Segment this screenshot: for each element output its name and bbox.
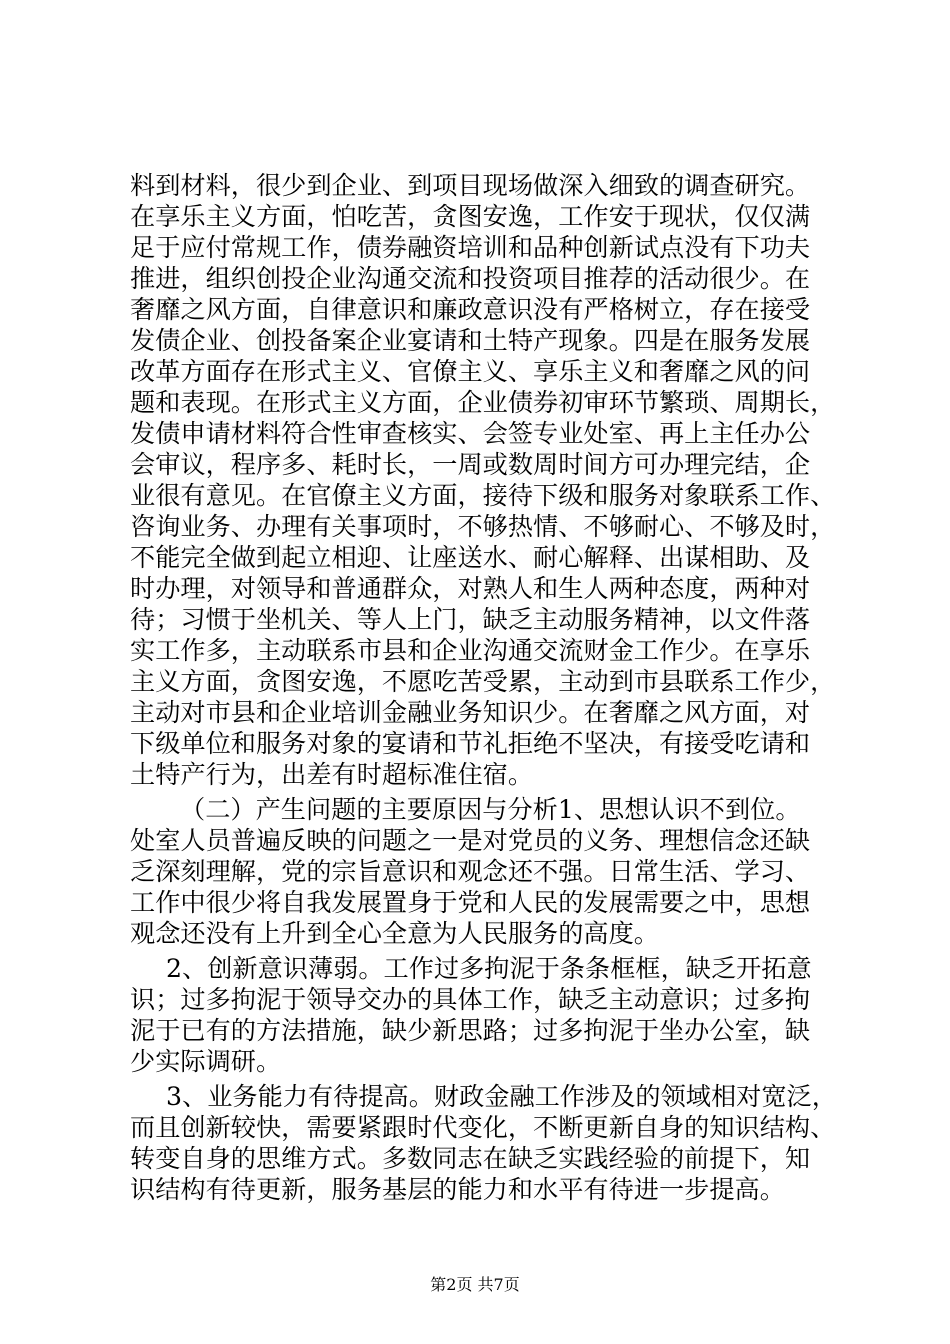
text-line: 2、创新意识薄弱。工作过多拘泥于条条框框，缺乏开拓意 bbox=[166, 954, 812, 983]
text-line: 下级单位和服务对象的宴请和节礼拒绝不坚决，有接受吃请和 bbox=[130, 729, 811, 758]
text-line: 推进，组织创投企业沟通交流和投资项目推荐的活动很少。在 bbox=[130, 264, 811, 293]
text-line: 而且创新较快，需要紧跟时代变化，不断更新自身的知识结构、 bbox=[130, 1113, 836, 1142]
text-line: 料到材料，很少到企业、到项目现场做深入细致的调查研究。 bbox=[130, 171, 811, 200]
text-line: 时办理，对领导和普通群众，对熟人和生人两种态度，两种对 bbox=[130, 574, 811, 603]
page-footer bbox=[0, 1272, 950, 1295]
text-line: 识结构有待更新，服务基层的能力和水平有待进一步提高。 bbox=[130, 1175, 785, 1204]
text-line: 发债企业、创投备案企业宴请和土特产现象。四是在服务发展 bbox=[130, 326, 811, 355]
text-line: 主动对市县和企业培训金融业务知识少。在奢靡之风方面，对 bbox=[130, 698, 811, 727]
text-line: 实工作多，主动联系市县和企业沟通交流财金工作少。在享乐 bbox=[130, 636, 811, 665]
text-line: 业很有意见。在官僚主义方面，接待下级和服务对象联系工作、 bbox=[130, 481, 836, 510]
text-line: 少实际调研。 bbox=[130, 1047, 282, 1076]
text-line: 奢靡之风方面，自律意识和廉政意识没有严格树立，存在接受 bbox=[130, 295, 811, 324]
text-line: 在享乐主义方面，怕吃苦，贪图安逸，工作安于现状，仅仅满 bbox=[130, 202, 811, 231]
text-line: （二）产生问题的主要原因与分析1、思想认识不到位。 bbox=[180, 795, 801, 824]
text-line: 题和表现。在形式主义方面，企业债券初审环节繁琐、周期长， bbox=[130, 388, 836, 417]
text-line: 改革方面存在形式主义、官僚主义、享乐主义和奢靡之风的问 bbox=[130, 357, 811, 386]
text-line: 待；习惯于坐机关、等人上门，缺乏主动服务精神，以文件落 bbox=[130, 605, 811, 634]
page-number-label: 第2页 共7页 bbox=[430, 1275, 520, 1294]
text-line: 土特产行为，出差有时超标准住宿。 bbox=[130, 760, 533, 789]
text-line: 乏深刻理解，党的宗旨意识和观念还不强。日常生活、学习、 bbox=[130, 857, 811, 886]
text-line: 观念还没有上升到全心全意为人民服务的高度。 bbox=[130, 919, 659, 948]
document-body bbox=[130, 170, 837, 1205]
text-line: 发债申请材料符合性审查核实、会签专业处室、再上主任办公 bbox=[130, 419, 811, 448]
text-line: 工作中很少将自我发展置身于党和人民的发展需要之中，思想 bbox=[130, 888, 811, 917]
text-line: 不能完全做到起立相迎、让座送水、耐心解释、出谋相助、及 bbox=[130, 543, 811, 572]
text-line: 识；过多拘泥于领导交办的具体工作，缺乏主动意识；过多拘 bbox=[130, 985, 811, 1014]
text-line: 会审议，程序多、耗时长，一周或数周时间方可办理完结，企 bbox=[130, 450, 811, 479]
paragraph-2 bbox=[130, 794, 830, 949]
text-line: 3、业务能力有待提高。财政金融工作涉及的领域相对宽泛， bbox=[166, 1082, 837, 1111]
paragraph-3 bbox=[130, 953, 830, 1077]
text-line: 足于应付常规工作，债券融资培训和品种创新试点没有下功夫 bbox=[130, 233, 811, 262]
text-line: 咨询业务、办理有关事项时，不够热情、不够耐心、不够及时， bbox=[130, 512, 836, 541]
text-line: 主义方面，贪图安逸，不愿吃苦受累，主动到市县联系工作少， bbox=[130, 667, 836, 696]
text-line: 处室人员普遍反映的问题之一是对党员的义务、理想信念还缺 bbox=[130, 826, 811, 855]
paragraph-1 bbox=[130, 170, 836, 790]
paragraph-4 bbox=[130, 1081, 837, 1205]
text-line: 泥于已有的方法措施，缺少新思路；过多拘泥于坐办公室，缺 bbox=[130, 1016, 811, 1045]
text-line: 转变自身的思维方式。多数同志在缺乏实践经验的前提下，知 bbox=[130, 1144, 811, 1173]
